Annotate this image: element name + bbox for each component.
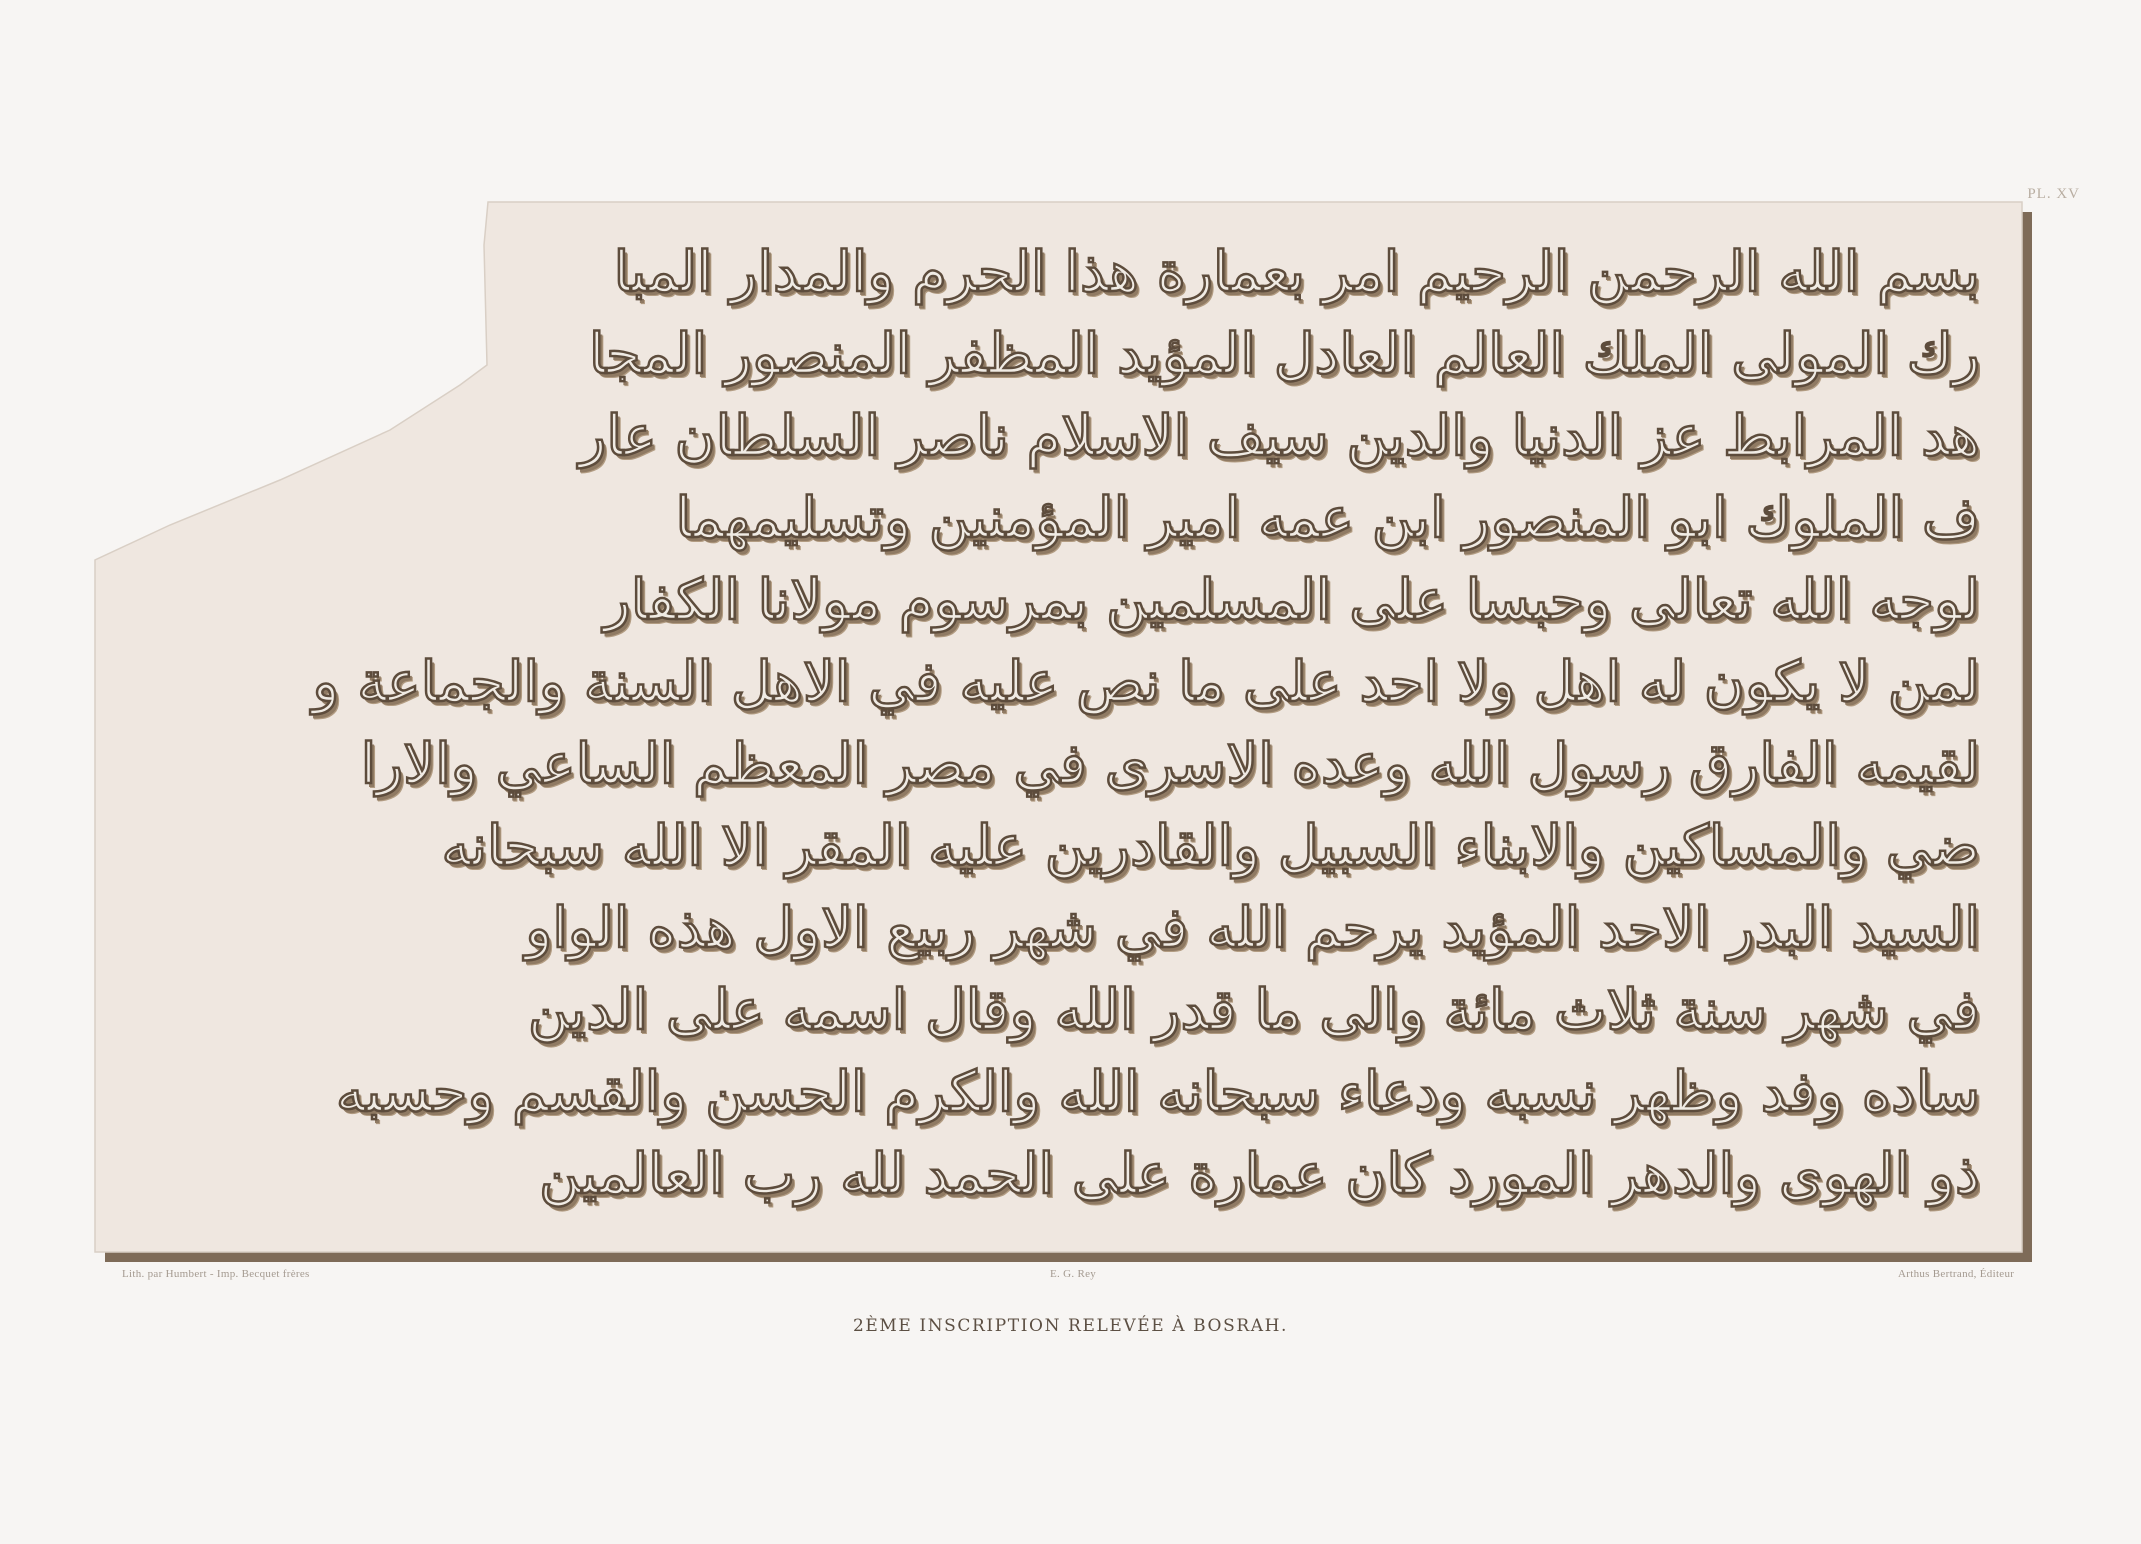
inscription-line-4: ف الملوك ابو المنصور ابن عمه امير المؤمنين وتسليمهما (675, 486, 1980, 551)
plate-caption: 2ÈME INSCRIPTION RELEVÉE À BOSRAH. (852, 1316, 1289, 1336)
kufic-inscription (150, 232, 1980, 1216)
inscription-line-9: السيد البدر الاحد المؤيد يرحم الله في شهر ربيع الاول هذه الواو (525, 896, 1980, 961)
publisher-credit: Arthus Bertrand, Éditeur (1898, 1268, 2015, 1280)
inscription-line-1: بسم الله الرحمن الرحيم امر بعمارة هذا الحرم والمدار المبا (613, 240, 1980, 305)
inscription-line-5: لوجه الله تعالى وحبسا على المسلمين بمرسوم مولانا الكفار (603, 568, 1980, 633)
plate-number: PL. XV (2027, 186, 2080, 202)
inscription-line-10: في شهر سنة ثلاث مائة والى ما قدر الله وقال اسمه على الدين (527, 978, 1980, 1043)
inscription-line-12: ذو الهوى والدهر المورد كان عمارة على الحمد لله رب العالمين (539, 1142, 1980, 1207)
inscription-line-2: رك المولى الملك العالم العادل المؤيد المظفر المنصور المجا (588, 322, 1980, 387)
inscription-line-7: لقيمه الفارق رسول الله وعده الاسرى في مصر المعظم الساعي والارا (360, 732, 1980, 797)
inscription-line-8: ضي والمساكين والابناء السبيل والقادرين عليه المقر الا الله سبحانه (441, 814, 1980, 879)
inscription-line-11: ساده وفد وظهر نسبه ودعاء سبحانه الله والكرم الحسن والقسم وحسبه (335, 1060, 1980, 1125)
lithographer-credit: Lith. par Humbert - Imp. Becquet frères (122, 1268, 310, 1280)
artist-credit: E. G. Rey (1050, 1268, 1097, 1280)
inscription-line-3: هد المرابط عز الدنيا والدين سيف الاسلام ناصر السلطان عار (579, 404, 1980, 469)
inscription-line-6: لمن لا يكون له اهل ولا احد على ما نص عليه في الاهل السنة والجماعة و (312, 650, 1980, 715)
